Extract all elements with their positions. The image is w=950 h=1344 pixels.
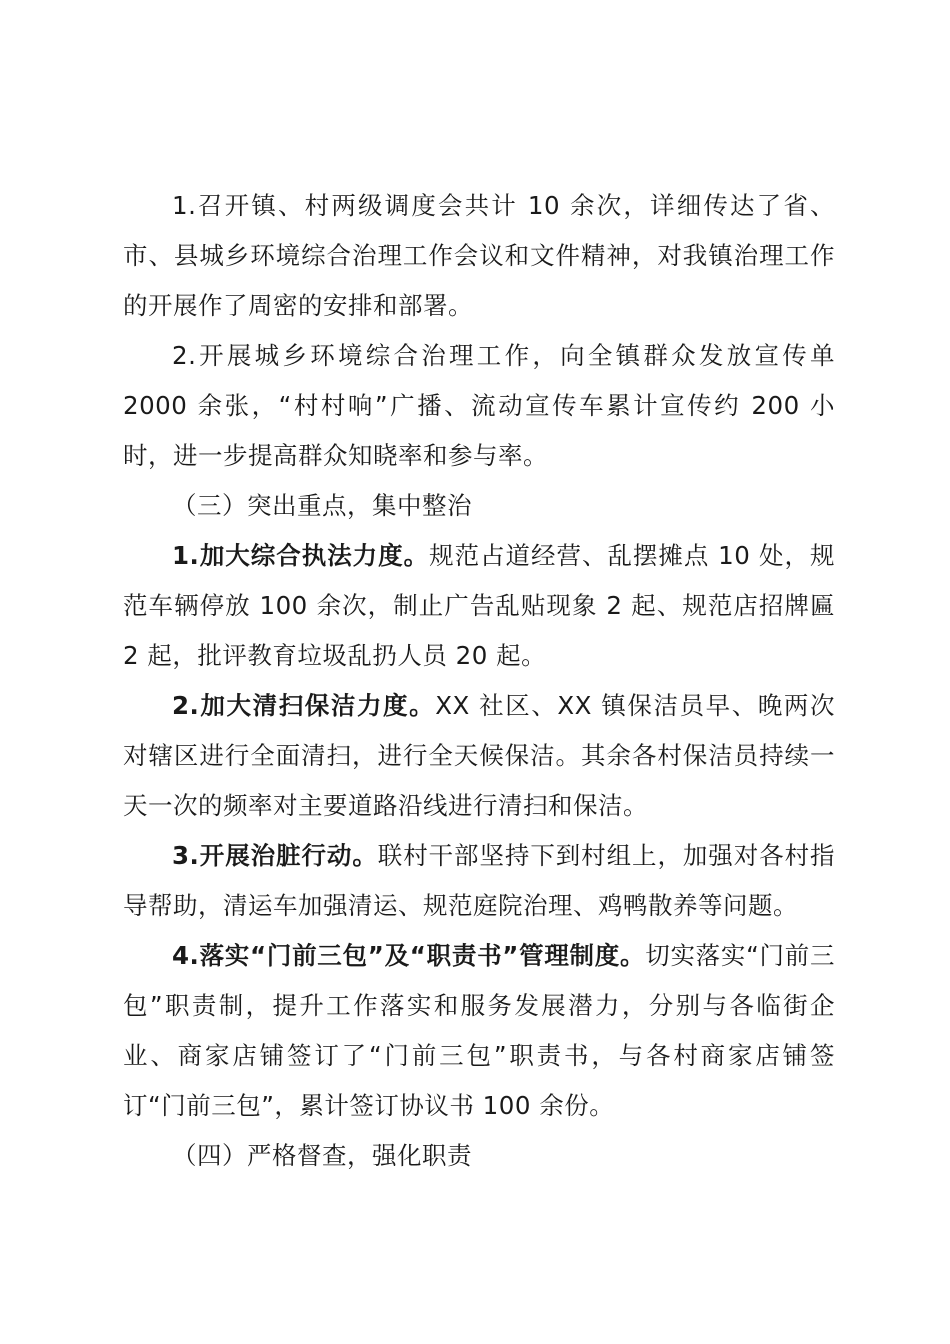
paragraph-anti-dirt <box>123 831 835 931</box>
paragraph-cleaning <box>123 681 835 831</box>
paragraph-text-law-enforcement: 规范占道经营、乱摆摊点 10 处，规范车辆停放 100 余次，制止广告乱贴现象 2 起、规范店招牌匾 2 起，批评教育垃圾乱扔人员 20 起。 <box>123 541 836 670</box>
section-heading-three: （三）突出重点，集中整治 <box>172 491 472 520</box>
document-body <box>123 181 835 1181</box>
paragraph-lead-three-guarantees: 4.落实“门前三包”及“职责书”管理制度。 <box>172 941 646 970</box>
paragraph-lead-law-enforcement: 1.加大综合执法力度。 <box>172 541 430 570</box>
paragraph-three-guarantees <box>123 931 835 1131</box>
paragraph-law-enforcement <box>123 531 835 681</box>
paragraph-dispatch-meetings: 1.召开镇、村两级调度会共计 10 余次，详细传达了省、市、县城乡环境综合治理工作会议和文件精神，对我镇治理工作的开展作了周密的安排和部署。 <box>123 191 835 320</box>
paragraph-text-anti-dirt: 联村干部坚持下到村组上，加强对各村指导帮助，清运车加强清运、规范庭院治理、鸡鸭散养等问题。 <box>123 841 835 920</box>
paragraph-text-cleaning: XX 社区、XX 镇保洁员早、晚两次对辖区进行全面清扫，进行全天候保洁。其余各村保洁员持续一天一次的频率对主要道路沿线进行清扫和保洁。 <box>123 691 835 820</box>
paragraph-lead-anti-dirt: 3.开展治脏行动。 <box>172 841 378 870</box>
paragraph-publicity: 2.开展城乡环境综合治理工作，向全镇群众发放宣传单 2000 余张，“村村响”广播、流动宣传车累计宣传约 200 小时，进一步提高群众知晓率和参与率。 <box>123 341 835 470</box>
section-heading-four: （四）严格督查，强化职责 <box>172 1141 472 1170</box>
paragraph-lead-cleaning: 2.加大清扫保洁力度。 <box>172 691 436 720</box>
paragraph-text-three-guarantees: 切实落实“门前三包”职责制，提升工作落实和服务发展潜力，分别与各临街企业、商家店铺签订了“门前三包”职责书，与各村商家店铺签订“门前三包”，累计签订协议书 100 余份。 <box>123 941 835 1120</box>
